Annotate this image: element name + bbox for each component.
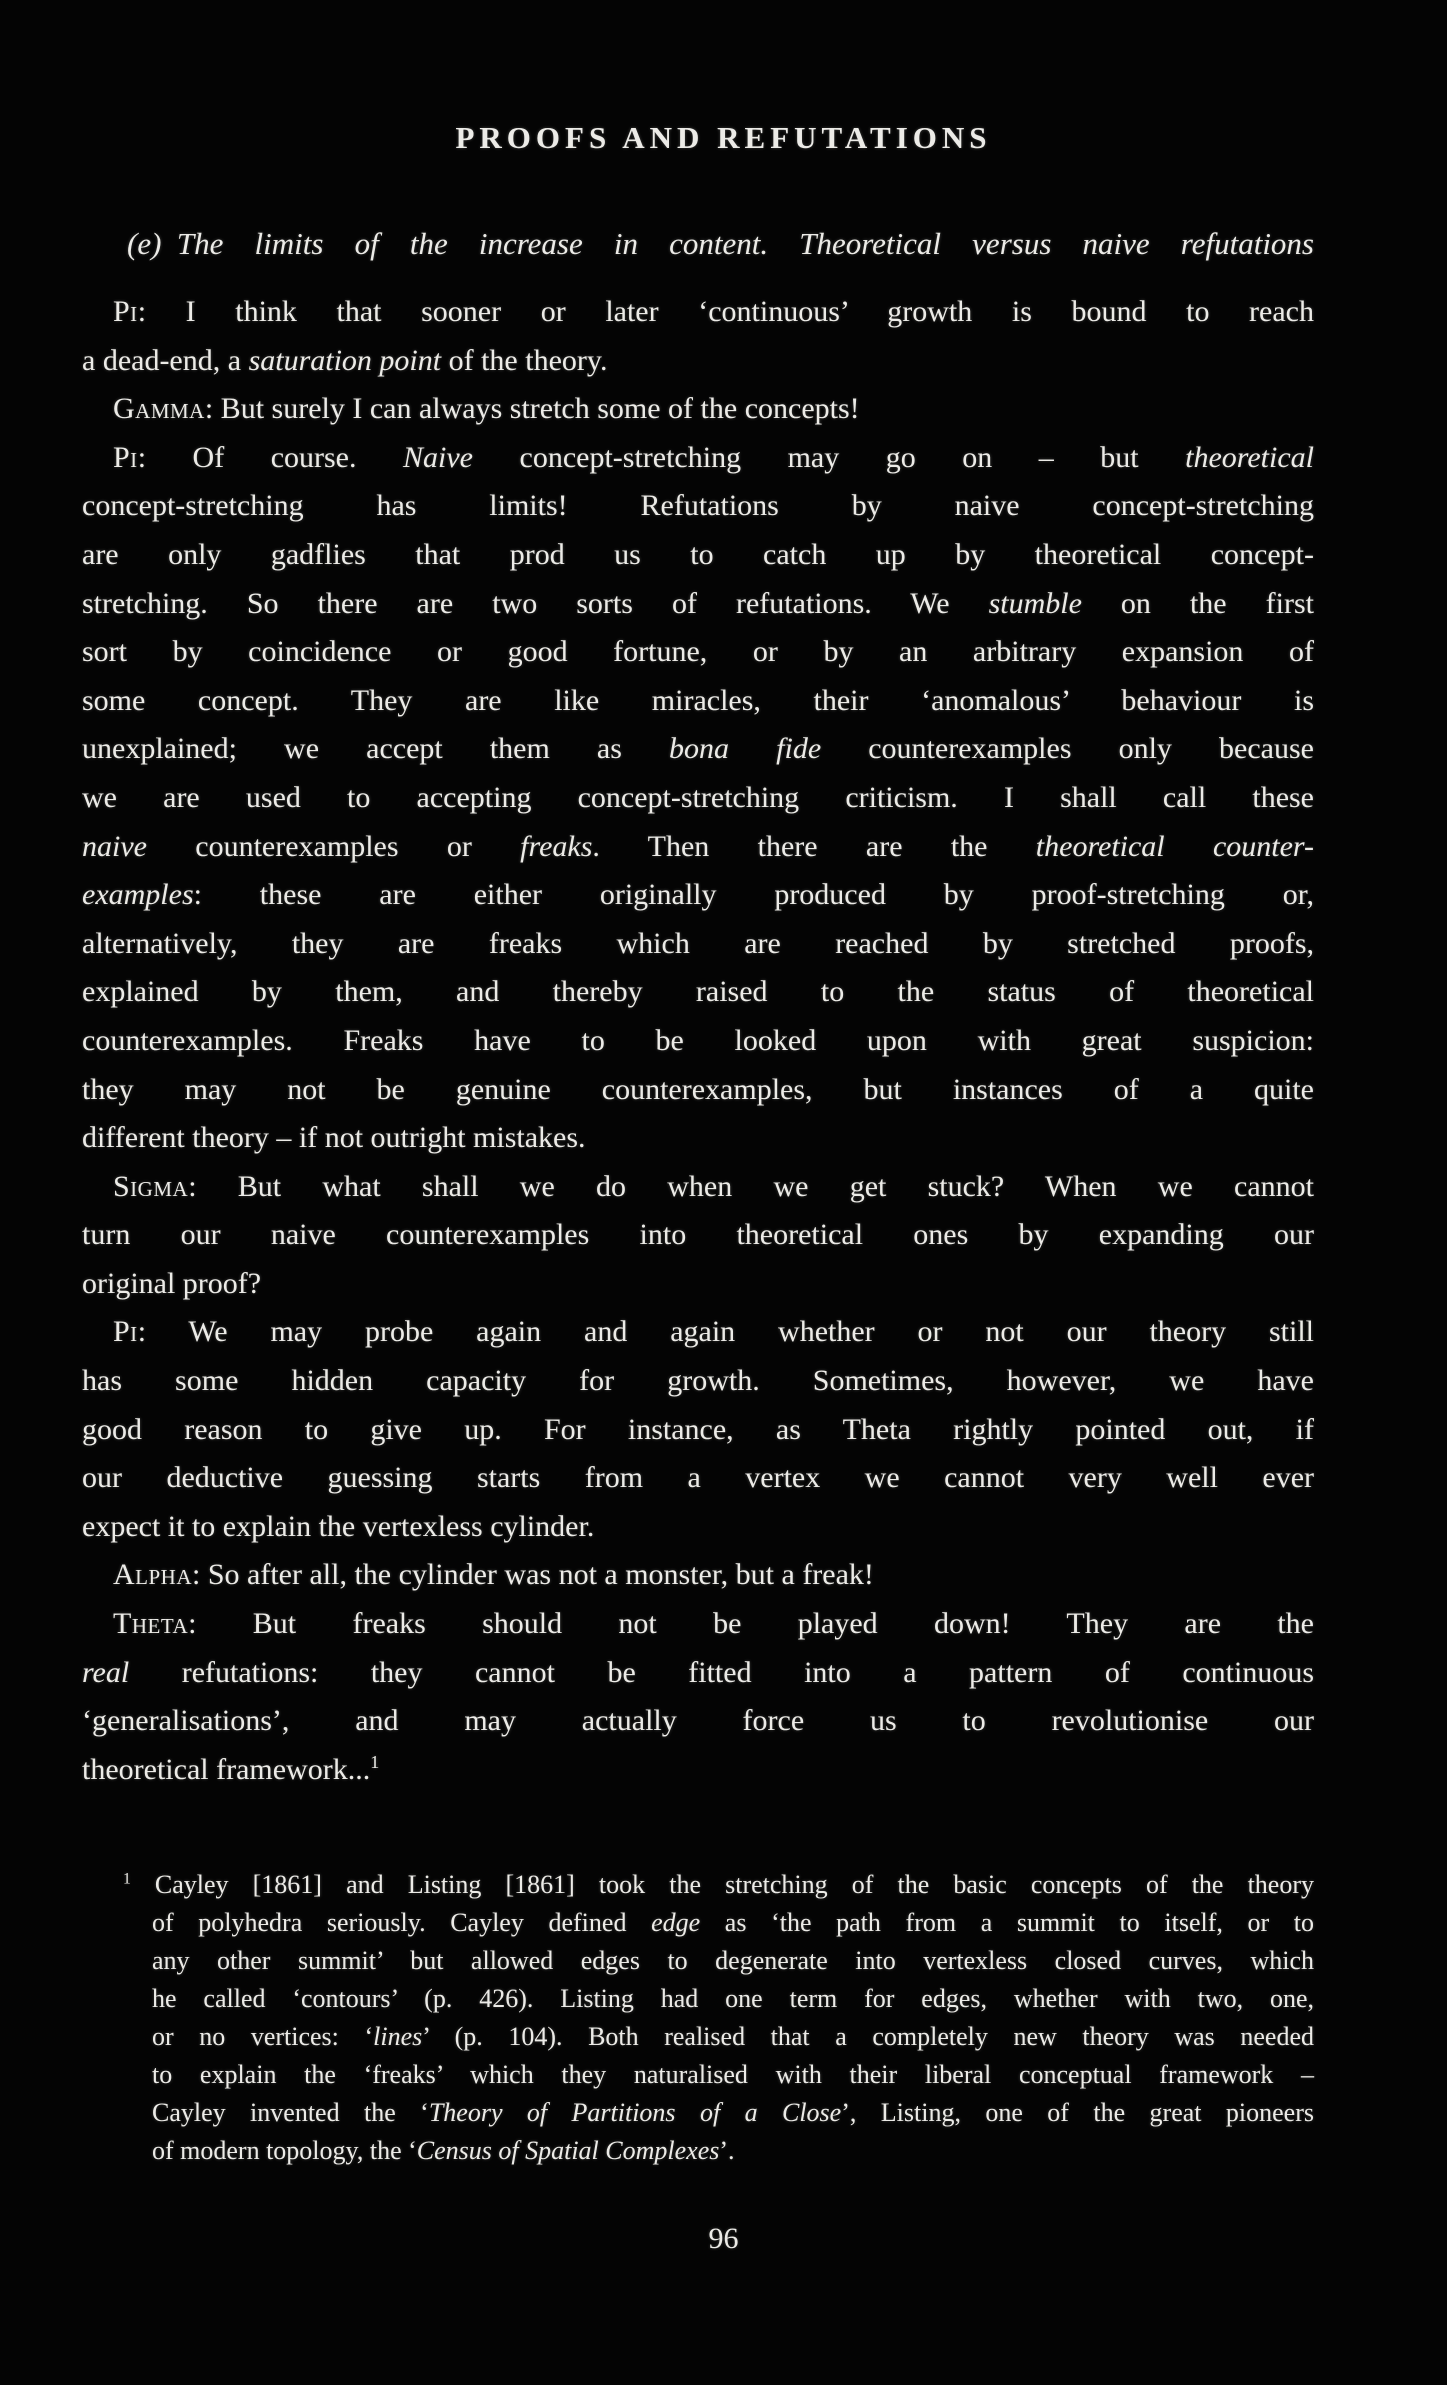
text-line: [82, 1406, 1314, 1455]
text-line: [82, 1163, 1314, 1212]
text-run: good reason to give up. For instance, as Theta rightly pointed out, if: [82, 1412, 1314, 1446]
text-line: [82, 823, 1314, 872]
speaker-name: Alpha: [113, 1558, 193, 1592]
text-line: [82, 1454, 1314, 1503]
text-run: original proof?: [82, 1266, 262, 1300]
footnote-marker: 1: [370, 1751, 380, 1772]
text-run: a dead-end, a: [82, 343, 249, 377]
section-heading: (e) The limits of the increase in content. Theoretical versus naive refutations: [127, 226, 1314, 261]
text-line: [82, 1066, 1314, 1115]
text-line: [123, 2018, 1314, 2056]
text-run: expect it to explain the vertexless cylinder.: [82, 1509, 595, 1543]
text-run: : So after all, the cylinder was not a monster, but a freak!: [192, 1558, 874, 1592]
text-run: different theory – if not outright mistakes.: [82, 1121, 586, 1155]
text-run: any other summit’ but allowed edges to degenerate into vertexless closed curves, which: [152, 1946, 1314, 1975]
text-line: [82, 871, 1314, 920]
text-line: [82, 337, 1314, 386]
text-line: [82, 1503, 1314, 1552]
text-run: of polyhedra seriously. Cayley defined: [152, 1908, 652, 1937]
text-run: we are used to accepting concept-stretching criticism. I shall call these: [82, 780, 1314, 814]
text-run: : But surely I can always stretch some of the concepts!: [204, 392, 860, 426]
text-run: to explain the ‘freaks’ which they naturalised with their liberal conceptual framework –: [152, 2060, 1314, 2089]
text-run: he called ‘contours’ (p. 426). Listing had one term for edges, whether with two, one,: [152, 1984, 1314, 2013]
italic-run: theoretical: [1185, 440, 1314, 474]
body-text: [82, 288, 1314, 1794]
text-line: [82, 920, 1314, 969]
text-run: as ‘the path from a summit to itself, or to: [700, 1908, 1315, 1937]
italic-run: Theory of Partitions of a Close: [428, 2098, 842, 2127]
speaker-name: Pi: [113, 295, 138, 328]
text-line: [82, 1114, 1314, 1163]
speaker-name: Gamma: [113, 392, 205, 426]
text-run: ‘generalisations’, and may actually force us to revolutionise our: [82, 1704, 1314, 1738]
italic-run: lines: [373, 2022, 423, 2051]
text-run: : I think that sooner or later ‘continuous’ growth is bound to reach: [137, 295, 1314, 328]
italic-run: naive: [82, 829, 147, 863]
text-line: [82, 580, 1314, 629]
text-line: [82, 1600, 1314, 1649]
text-run: counterexamples or: [146, 829, 521, 863]
text-line: [82, 677, 1314, 726]
italic-run: saturation point: [248, 343, 442, 377]
text-line: [82, 1260, 1314, 1309]
text-run: sort by coincidence or good fortune, or by an arbitrary expansion of: [82, 635, 1314, 669]
italic-run: stumble: [988, 586, 1082, 620]
text-run: refutations: they cannot be fitted into a pattern of continuous: [129, 1655, 1314, 1689]
text-run: ’, Listing, one of the great pioneers: [841, 2098, 1314, 2127]
text-run: unexplained; we accept them as: [82, 732, 670, 766]
text-run: : Of course.: [137, 440, 404, 474]
text-run: stretching. So there are two sorts of refutations. We: [82, 586, 989, 620]
text-run: or no vertices: ‘: [152, 2022, 374, 2051]
text-line: [82, 385, 1314, 434]
text-run: counterexamples only because: [821, 732, 1314, 766]
text-run: some concept. They are like miracles, their ‘anomalous’ behaviour is: [82, 683, 1314, 717]
italic-run: edge: [651, 1908, 701, 1937]
text-run: on the first: [1081, 586, 1314, 620]
text-line: [123, 2132, 1314, 2170]
text-run: counterexamples. Freaks have to be looked upon with great suspicion:: [82, 1023, 1314, 1057]
text-line: [82, 1017, 1314, 1066]
italic-run: examples: [82, 878, 194, 912]
text-line: [82, 288, 1314, 337]
text-run: : We may probe again and again whether or not our theory still: [137, 1315, 1314, 1349]
text-run: : these are either originally produced by proof-stretching or,: [193, 878, 1314, 912]
speaker-name: Pi: [113, 440, 138, 474]
text-run: Cayley [1861] and Listing [1861] took the stretching of the basic concepts of the theory: [130, 1870, 1314, 1899]
text-line: [123, 1942, 1314, 1980]
text-line: [82, 628, 1314, 677]
text-line: [82, 434, 1314, 483]
page-number: 96: [708, 2222, 739, 2255]
text-run: concept-stretching has limits! Refutations by naive concept-stretching: [82, 489, 1314, 523]
text-line: [82, 531, 1314, 580]
speaker-name: Sigma: [113, 1169, 189, 1203]
text-line: [82, 774, 1314, 823]
footnote: [123, 1866, 1314, 2170]
text-run: they may not be genuine counterexamples, but instances of a quite: [82, 1072, 1314, 1106]
text-line: [82, 725, 1314, 774]
text-run: concept-stretching may go on – but: [473, 440, 1186, 474]
text-line: [123, 1904, 1314, 1942]
italic-run: Naive: [403, 440, 473, 474]
text-line: [82, 1551, 1314, 1600]
text-run: . Then there are the: [592, 829, 1036, 863]
text-line: [123, 2094, 1314, 2132]
text-line: [82, 1211, 1314, 1260]
text-run: ’ (p. 104). Both realised that a completely new theory was needed: [422, 2022, 1314, 2051]
text-run: of modern topology, the ‘: [152, 2136, 417, 2165]
italic-run: real: [82, 1655, 130, 1689]
text-run: ’.: [719, 2136, 735, 2165]
text-run: has some hidden capacity for growth. Sometimes, however, we have: [82, 1364, 1314, 1398]
italic-run: Census of Spatial Complexes: [416, 2136, 720, 2165]
text-run: alternatively, they are freaks which are reached by stretched proofs,: [82, 926, 1314, 960]
text-line: [123, 1980, 1314, 2018]
speaker-name: Pi: [113, 1315, 138, 1349]
text-run: theoretical framework...: [82, 1752, 371, 1786]
text-run: of the theory.: [441, 343, 608, 377]
text-run: Cayley invented the ‘: [152, 2098, 429, 2127]
footnote-marker: 1: [123, 1870, 131, 1888]
text-line: [82, 968, 1314, 1017]
text-run: : But freaks should not be played down! They are the: [188, 1607, 1314, 1641]
text-line: [82, 482, 1314, 531]
text-run: explained by them, and thereby raised to the status of theoretical: [82, 975, 1314, 1009]
italic-run: theoretical counter-: [1035, 829, 1314, 863]
text-run: are only gadflies that prod us to catch up by theoretical concept-: [82, 537, 1314, 571]
text-line: [123, 2056, 1314, 2094]
running-head: PROOFS AND REFUTATIONS: [455, 120, 992, 155]
italic-run: freaks: [520, 829, 593, 863]
speaker-name: Theta: [113, 1607, 189, 1641]
italic-run: bona fide: [669, 732, 822, 766]
text-run: turn our naive counterexamples into theoretical ones by expanding our: [82, 1218, 1314, 1252]
text-line: [82, 1357, 1314, 1406]
text-line: [82, 1746, 1314, 1795]
text-line: [82, 1649, 1314, 1698]
text-line: [82, 1697, 1314, 1746]
text-run: : But what shall we do when we get stuck? When we cannot: [188, 1169, 1314, 1203]
text-line: [123, 1866, 1314, 1904]
text-run: our deductive guessing starts from a vertex we cannot very well ever: [82, 1461, 1314, 1495]
text-line: [82, 1308, 1314, 1357]
